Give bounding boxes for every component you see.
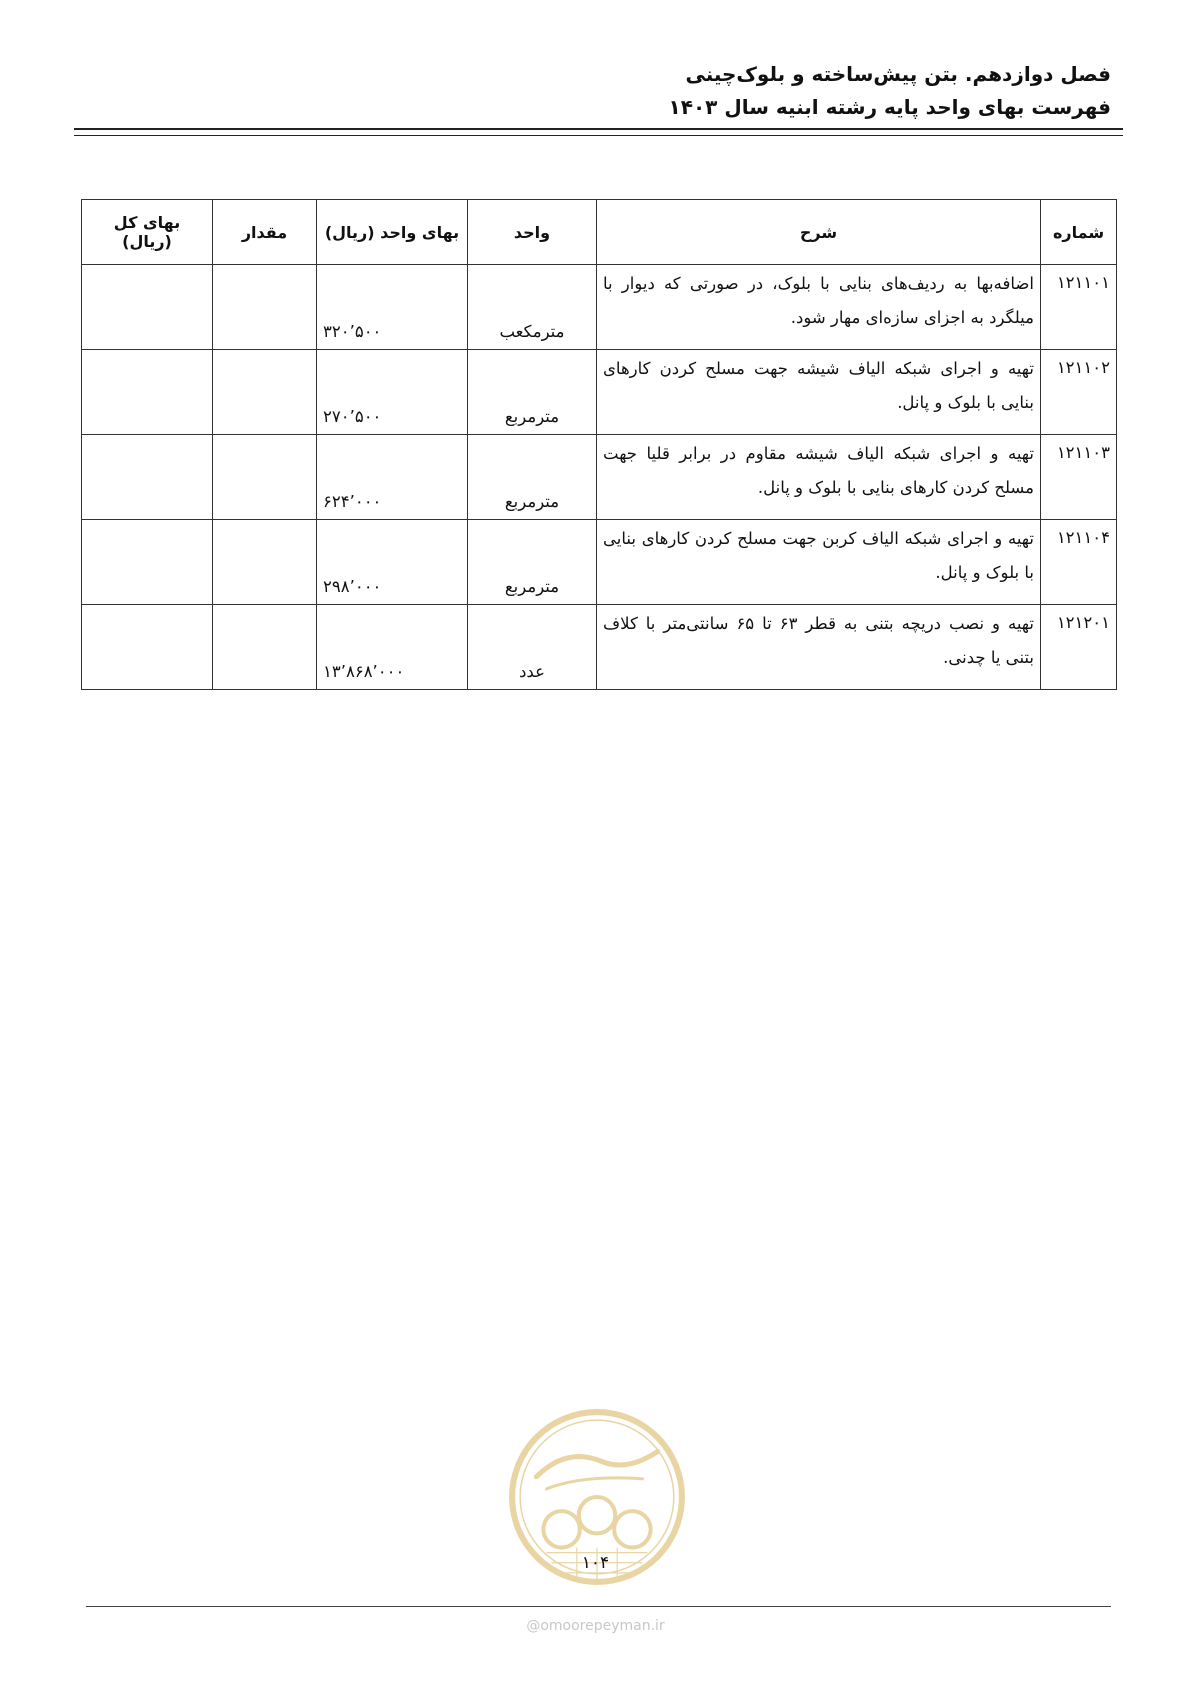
chapter-title: فصل دوازدهم. بتن پیش‌ساخته و بلوک‌چینی xyxy=(685,62,1111,86)
item-total-price xyxy=(82,520,213,605)
column-header-quantity: مقدار xyxy=(213,200,317,265)
item-total-price xyxy=(82,265,213,350)
footer-website: @omoorepeyman.ir xyxy=(526,1618,665,1634)
item-unit: عدد xyxy=(468,605,597,690)
footer-divider xyxy=(86,1606,1111,1607)
item-code: ۱۲۱۱۰۲ xyxy=(1041,350,1117,435)
item-unit-price: ۳۲۰٬۵۰۰ xyxy=(317,265,468,350)
table-row xyxy=(82,520,1117,605)
item-quantity xyxy=(213,435,317,520)
item-unit: مترمکعب xyxy=(468,265,597,350)
item-total-price xyxy=(82,435,213,520)
item-unit-price: ۲۹۸٬۰۰۰ xyxy=(317,520,468,605)
page-header xyxy=(71,58,1111,124)
price-list-table xyxy=(81,199,1117,690)
item-quantity xyxy=(213,520,317,605)
item-total-price xyxy=(82,350,213,435)
table-row xyxy=(82,435,1117,520)
table-row xyxy=(82,350,1117,435)
item-unit-price: ۶۲۴٬۰۰۰ xyxy=(317,435,468,520)
item-description: اضافه‌بها به ردیف‌های بنایی با بلوک، در صورتی که دیوار با میلگرد به اجزای سازه‌ای مهار شود. xyxy=(597,265,1041,350)
book-title: فهرست بهای واحد پایه رشته ابنیه سال ۱۴۰۳ xyxy=(668,95,1111,119)
item-code: ۱۲۱۱۰۱ xyxy=(1041,265,1117,350)
item-unit-price: ۱۳٬۸۶۸٬۰۰۰ xyxy=(317,605,468,690)
table-header-row xyxy=(82,200,1117,265)
item-unit: مترمربع xyxy=(468,435,597,520)
column-header-unit-price: بهای واحد (ریال) xyxy=(317,200,468,265)
item-description: تهیه و اجرای شبکه الیاف کربن جهت مسلح کردن کارهای بنایی با بلوک و پانل. xyxy=(597,520,1041,605)
item-code: ۱۲۱۱۰۴ xyxy=(1041,520,1117,605)
page-number: ۱۰۴ xyxy=(581,1553,610,1573)
column-header-description: شرح xyxy=(597,200,1041,265)
item-quantity xyxy=(213,350,317,435)
table-row xyxy=(82,605,1117,690)
column-header-total-price: بهای کل (ریال) xyxy=(82,200,213,265)
item-description: تهیه و نصب دریچه بتنی به قطر ۶۳ تا ۶۵ سانتی‌متر با کلاف بتنی یا چدنی. xyxy=(597,605,1041,690)
item-quantity xyxy=(213,605,317,690)
header-divider xyxy=(74,128,1123,136)
item-code: ۱۲۱۲۰۱ xyxy=(1041,605,1117,690)
table-row xyxy=(82,265,1117,350)
column-header-code: شماره xyxy=(1041,200,1117,265)
item-description: تهیه و اجرای شبکه الیاف شیشه جهت مسلح کردن کارهای بنایی با بلوک و پانل. xyxy=(597,350,1041,435)
item-quantity xyxy=(213,265,317,350)
item-unit-price: ۲۷۰٬۵۰۰ xyxy=(317,350,468,435)
item-code: ۱۲۱۱۰۳ xyxy=(1041,435,1117,520)
item-unit: مترمربع xyxy=(468,520,597,605)
item-description: تهیه و اجرای شبکه الیاف شیشه مقاوم در برابر قلیا جهت مسلح کردن کارهای بنایی با بلوک و پانل. xyxy=(597,435,1041,520)
item-unit: مترمربع xyxy=(468,350,597,435)
item-total-price xyxy=(82,605,213,690)
column-header-unit: واحد xyxy=(468,200,597,265)
